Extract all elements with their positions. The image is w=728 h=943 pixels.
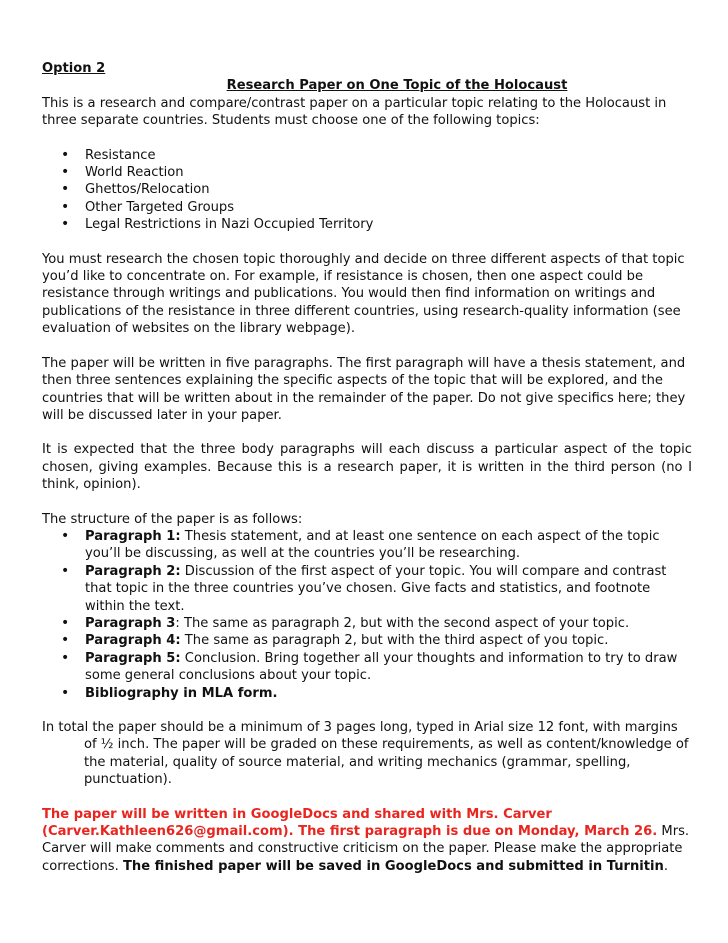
- structure-label: Paragraph 2:: [85, 563, 181, 579]
- carver-comments-text: Mrs. Carver will make comments and constructive criticism on the paper. Please make the appropriate corrections.: [42, 824, 690, 874]
- structure-label: Paragraph 5:: [85, 650, 181, 666]
- option-label: Option 2: [42, 61, 106, 76]
- structure-label: Paragraph 4:: [85, 633, 181, 649]
- topic-list: [42, 147, 692, 234]
- structure-label: Bibliography in MLA form.: [85, 685, 278, 701]
- research-paragraph: You must research the chosen topic thoroughly and decide on three different aspects of that topic you’d like to concentrate on. For example, if resistance is chosen, then one aspect could be resistance through writings and publications. You would then find information on writings and publications of the resistance in three different countries, using research-quality information (see evaluation of websites on the library webpage).: [42, 251, 685, 337]
- intro-paragraph: This is a research and compare/contrast paper on a particular topic relating to the Holocaust in three separate countries. Students must choose one of the following topics:: [42, 95, 667, 129]
- final-period: .: [663, 858, 669, 874]
- structure-item: [42, 615, 692, 632]
- structure-text: Conclusion. Bring together all your thoughts and information to try to draw some general conclusions about your topic.: [85, 650, 678, 684]
- topic-item: • Legal Restrictions in Nazi Occupied Territory: [42, 216, 692, 233]
- five-paragraphs-paragraph: The paper will be written in five paragraphs. The first paragraph will have a thesis statement, and then three sentences explaining the specific aspects of the topic that will be explored, and the countries that will be written about in the remainder of the paper. Do not give specifics here; they will be discussed later in your paper.: [42, 355, 686, 423]
- structure-text: Thesis statement, and at least one sentence on each aspect of the topic you’ll be discussing, as well at the countries you’ll be researching.: [85, 528, 660, 562]
- structure-item: [42, 650, 692, 685]
- document-title: Research Paper on One Topic of the Holocaust: [226, 78, 568, 94]
- final-paragraph: [42, 806, 692, 876]
- structure-text: Discussion of the first aspect of your topic. You will compare and contrast that topic in the three countries you’ve chosen. Give facts and statistics, and footnote within the text.: [85, 563, 667, 614]
- structure-item: [42, 685, 692, 702]
- google-docs-instructions: The paper will be written in GoogleDocs and shared with Mrs. Carver (Carver.Kathleen626@gmail.com). The first paragraph is due on Monday, March 26.: [42, 806, 658, 840]
- topic-item: • Resistance: [42, 147, 692, 164]
- expected-paragraph: It is expected that the three body paragraphs will each discuss a particular aspect of the topic chosen, giving examples. Because this is a research paper, it is written in the third person (no I think, opinion).: [42, 442, 692, 493]
- structure-label: Paragraph 3: [85, 615, 176, 631]
- structure-label: Paragraph 1:: [85, 528, 181, 544]
- structure-item: [42, 632, 692, 649]
- topic-item: • World Reaction: [42, 164, 692, 181]
- topic-item: • Ghettos/Relocation: [42, 181, 692, 198]
- turnitin-instructions: The finished paper will be saved in GoogleDocs and submitted in Turnitin: [122, 858, 664, 874]
- total-paragraph: In total the paper should be a minimum of 3 pages long, typed in Arial size 12 font, with margins of ½ inch. The paper will be graded on these requirements, as well as content/knowledge of the material, quality of source material, and writing mechanics (grammar, spelling, punctuation).: [42, 720, 689, 788]
- structure-intro: The structure of the paper is as follows:: [42, 511, 303, 527]
- structure-text: The same as paragraph 2, but with the third aspect of you topic.: [180, 633, 609, 649]
- structure-text: : The same as paragraph 2, but with the second aspect of your topic.: [175, 615, 630, 631]
- topic-item: • Other Targeted Groups: [42, 199, 692, 216]
- structure-item: [42, 528, 692, 563]
- structure-list: [42, 528, 692, 702]
- document-page: [42, 60, 692, 875]
- structure-item: [42, 563, 692, 615]
